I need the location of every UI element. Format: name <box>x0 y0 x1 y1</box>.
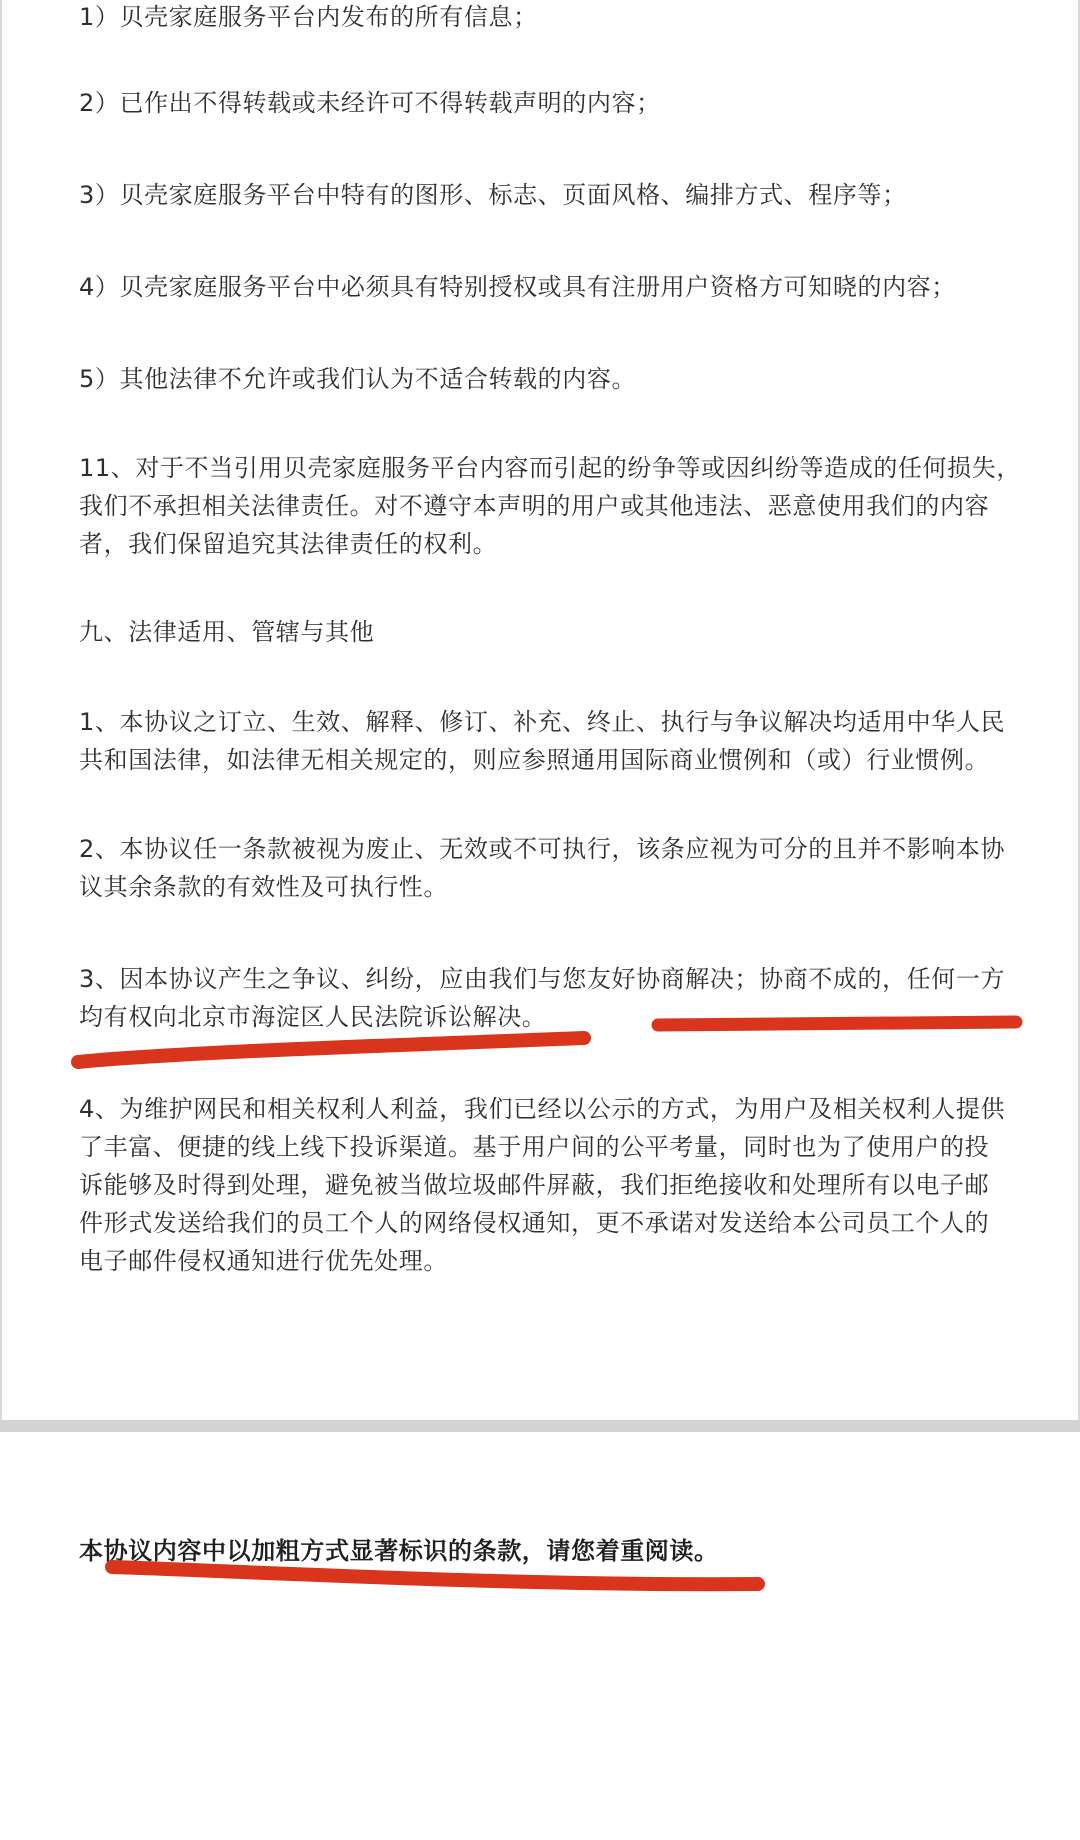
text-line: 议其余条款的有效性及可执行性。 <box>79 873 448 901</box>
text-line: 3）贝壳家庭服务平台中特有的图形、标志、页面风格、编排方式、程序等； <box>79 181 907 209</box>
clause-item-5 <box>79 360 1009 398</box>
text-line: 2）已作出不得转载或未经许可不得转载声明的内容； <box>79 89 661 117</box>
section-9-clause-3 <box>79 960 1009 1036</box>
clause-11 <box>79 449 1021 563</box>
text-line: 了丰富、便捷的线上线下投诉渠道。基于用户间的公平考量，同时也为了使用户的投 <box>79 1133 990 1161</box>
section-divider <box>0 1420 1080 1432</box>
text-line: 3、因本协议产生之争议、纠纷，应由我们与您友好协商解决；协商不成的，任何一方 <box>79 965 1006 993</box>
text-line: 4）贝壳家庭服务平台中必须具有特别授权或具有注册用户资格方可知晓的内容； <box>79 273 956 301</box>
text-line: 1）贝壳家庭服务平台内发布的所有信息； <box>79 3 538 31</box>
clause-item-2 <box>79 84 1009 122</box>
text-line: 共和国法律，如法律无相关规定的，则应参照通用国际商业惯例和（或）行业惯例。 <box>79 746 990 774</box>
text-line: 2、本协议任一条款被视为废止、无效或不可执行，该条应视为可分的且并不影响本协 <box>79 835 1006 863</box>
text-line: 者，我们保留追究其法律责任的权利。 <box>79 530 498 558</box>
bold-reading-note: 本协议内容中以加粗方式显著标识的条款，请您着重阅读。 <box>79 1537 719 1565</box>
text-line: 4、为维护网民和相关权利人利益，我们已经以公示的方式，为用户及相关权利人提供 <box>79 1095 1006 1123</box>
section-9-clause-1 <box>79 703 1009 779</box>
text-line: 均有权向北京市海淀区人民法院诉讼解决。 <box>79 1003 547 1031</box>
text-line: 九、法律适用、管辖与其他 <box>79 618 375 646</box>
text-line: 5）其他法律不允许或我们认为不适合转载的内容。 <box>79 365 637 393</box>
section-heading-9 <box>79 613 1009 651</box>
text-line: 11、对于不当引用贝壳家庭服务平台内容而引起的纷争等或因纠纷等造成的任何损失， <box>79 454 1021 482</box>
section-9-clause-4 <box>79 1090 1009 1280</box>
text-line: 1、本协议之订立、生效、解释、修订、补充、终止、执行与争议解决均适用中华人民 <box>79 708 1006 736</box>
text-line: 我们不承担相关法律责任。对不遵守本声明的用户或其他违法、恶意使用我们的内容 <box>79 492 990 520</box>
clause-item-4 <box>79 268 1009 306</box>
text-line: 电子邮件侵权通知进行优先处理。 <box>79 1247 448 1275</box>
clause-item-1 <box>79 0 1009 36</box>
clause-item-3 <box>79 176 1009 214</box>
section-9-clause-2 <box>79 830 1009 906</box>
text-line: 件形式发送给我们的员工个人的网络侵权通知，更不承诺对发送给本公司员工个人的 <box>79 1209 990 1237</box>
text-line: 诉能够及时得到处理，避免被当做垃圾邮件屏蔽，我们拒绝接收和处理所有以电子邮 <box>79 1171 990 1199</box>
